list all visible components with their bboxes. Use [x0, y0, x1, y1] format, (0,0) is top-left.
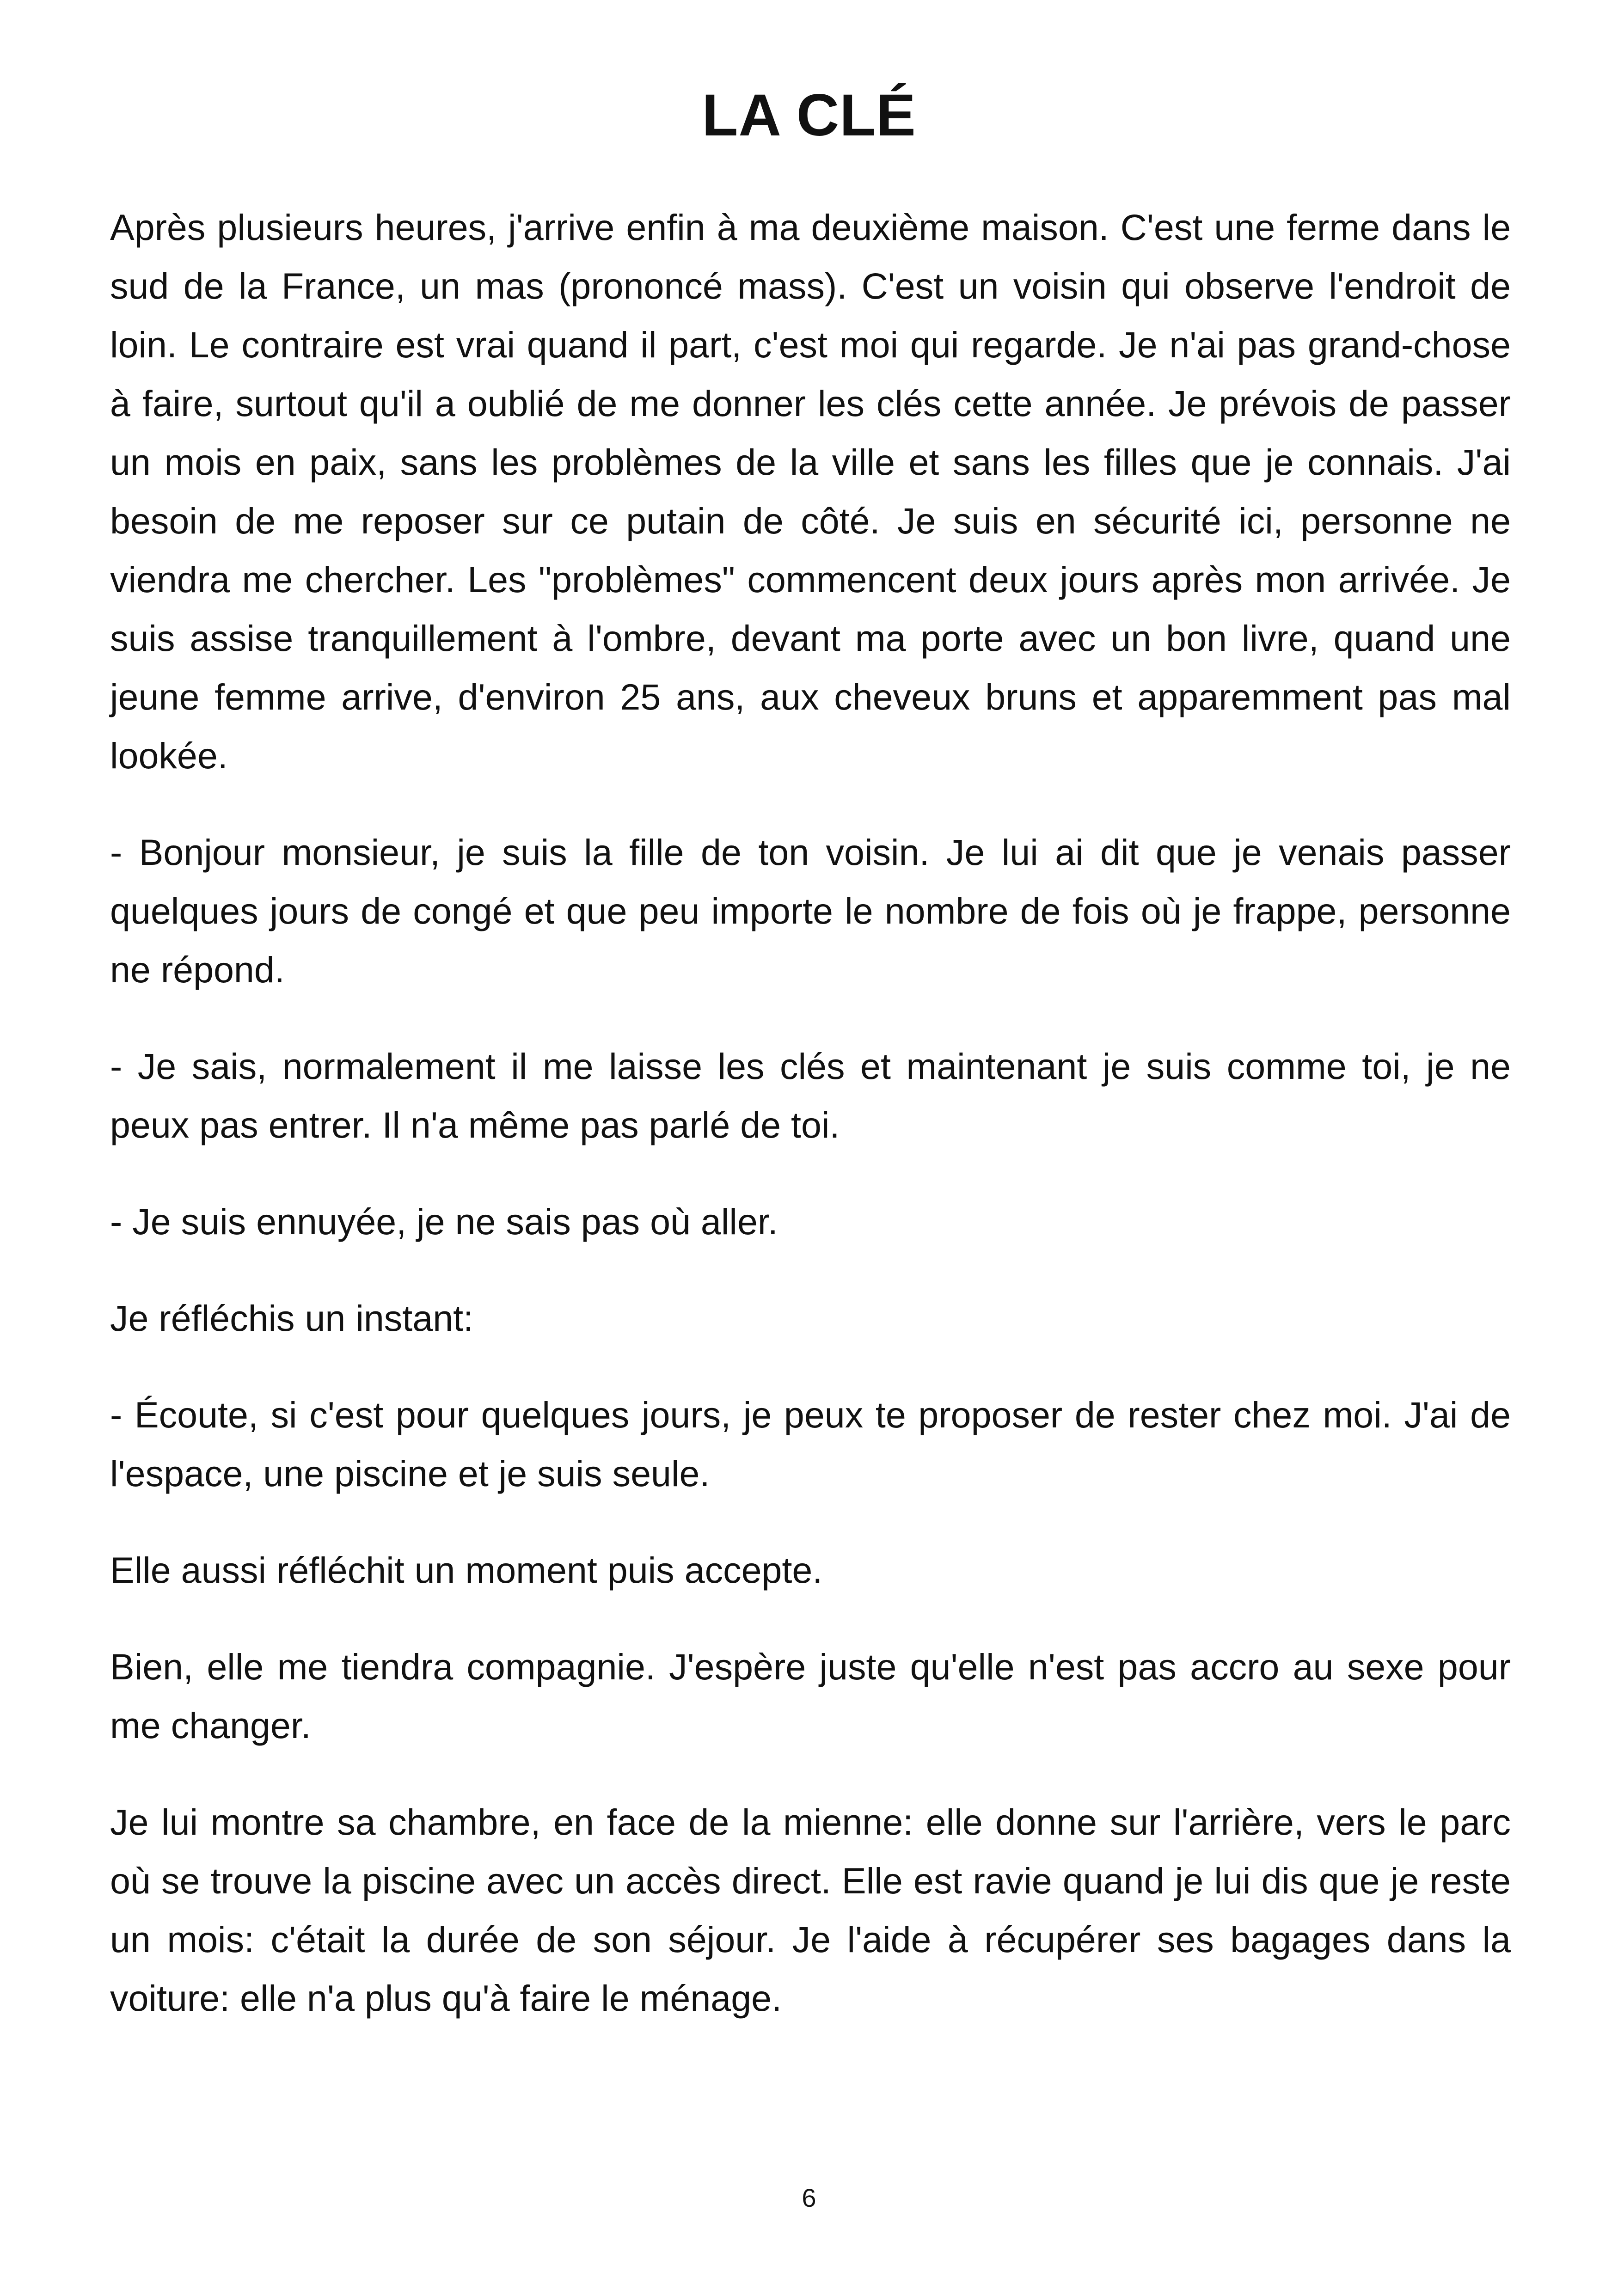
paragraph-2: - Bonjour monsieur, je suis la fille de ton voisin. Je lui ai dit que je venais passer quelques jours de congé et que peu importe le nombre de fois où je frappe, personne ne répond. [110, 832, 1511, 990]
paragraph-9: Je lui montre sa chambre, en face de la mienne: elle donne sur l'arrière, vers le parc où se trouve la piscine avec un accès direct. Elle est ravie quand je lui dis que je reste un mois: c'était la durée de son séjour. Je l'aide à récupérer ses bagages dans la voiture: elle n'a plus qu'à faire le ménage. [110, 1801, 1511, 2019]
paragraph-4: - Je suis ennuyée, je ne sais pas où aller. [110, 1201, 778, 1242]
page-title: LA CLÉ [702, 82, 916, 148]
paragraph-7: Elle aussi réfléchit un moment puis accepte. [110, 1549, 823, 1591]
page-number: 6 [802, 2183, 816, 2212]
paragraph-6: - Écoute, si c'est pour quelques jours, je peux te proposer de rester chez moi. J'ai de l'espace, une piscine et je suis seule. [110, 1394, 1511, 1494]
paragraph-5: Je réfléchis un instant: [110, 1298, 474, 1339]
paragraph-8: Bien, elle me tiendra compagnie. J'espère juste qu'elle n'est pas accro au sexe pour me changer. [110, 1646, 1511, 1746]
body-text [110, 198, 1511, 2065]
paragraph-1: Après plusieurs heures, j'arrive enfin à ma deuxième maison. C'est une ferme dans le sud de la France, un mas (prononcé mass). C'est un voisin qui observe l'endroit de loin. Le contraire est vrai quand il part, c'est moi qui regarde. Je n'ai pas grand-chose à faire, surtout qu'il a oublié de me donner les clés cette année. Je prévois de passer un mois en paix, sans les problèmes de la ville et sans les filles que je connais. J'ai besoin de me reposer sur ce putain de côté. Je suis en sécurité ici, personne ne viendra me chercher. Les "problèmes" commencent deux jours après mon arrivée. Je suis assise tranquillement à l'ombre, devant ma porte avec un bon livre, quand une jeune femme arrive, d'environ 25 ans, aux cheveux bruns et apparemment pas mal lookée. [110, 207, 1511, 776]
paragraph-3: - Je sais, normalement il me laisse les clés et maintenant je suis comme toi, je ne peux pas entrer. Il n'a même pas parlé de toi. [110, 1046, 1511, 1145]
